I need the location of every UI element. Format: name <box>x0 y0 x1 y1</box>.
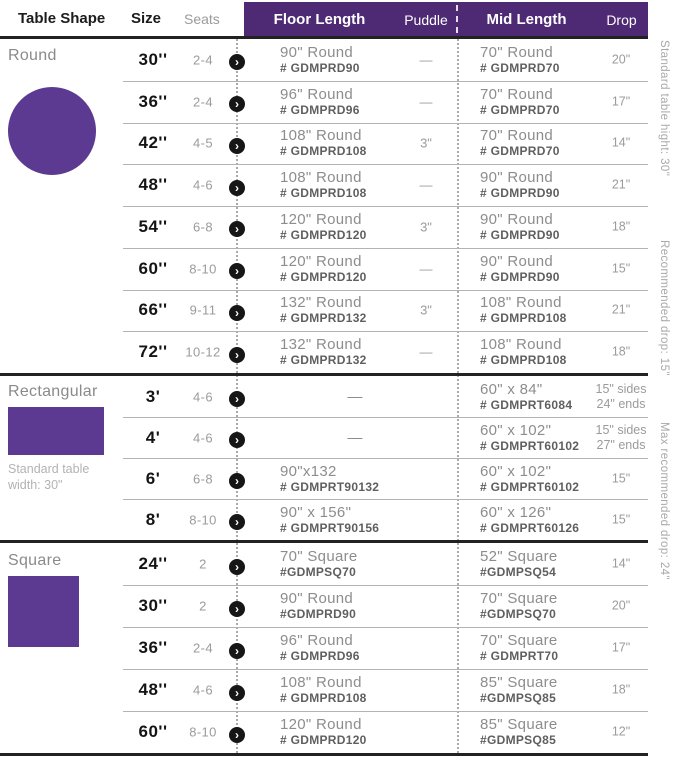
drop-value-2: 24" ends <box>596 396 646 411</box>
drop-value: 18" <box>611 219 631 234</box>
mid-length-value: 70" Square <box>480 632 558 649</box>
column-header-seats: Seats <box>184 11 220 27</box>
floor-length-value: 90"x132 <box>280 462 337 480</box>
table-row <box>0 81 648 123</box>
mid-length-value: 60" x 102" <box>480 421 552 439</box>
puddle-value: 3" <box>420 219 432 235</box>
floor-length-value: 90" Round <box>280 590 354 607</box>
floor-item-number: # GDMPRD96 <box>280 102 360 117</box>
mid-item-number: # GDMPRT60126 <box>480 520 580 535</box>
arrow-icon: › <box>229 601 245 617</box>
mid-length-value: 70" Square <box>480 590 558 607</box>
size-value: 54'' <box>138 216 168 236</box>
table-row <box>0 417 648 458</box>
floor-length-value: 108" Round <box>280 169 362 187</box>
floor-item-number: # GDMPRD120 <box>280 733 367 747</box>
floor-length-cell <box>290 429 420 446</box>
mid-length-cell <box>480 44 606 76</box>
mid-length-value: 90" Round <box>480 252 554 270</box>
side-note-table-height: Standard table hight: 30" <box>658 40 670 177</box>
seats-value: 8-10 <box>189 512 217 527</box>
floor-item-number: # GDMPRD132 <box>280 311 367 326</box>
arrow-icon: › <box>229 305 245 321</box>
mid-length-value: 60" x 84" <box>480 380 543 398</box>
floor-item-number: # GDMPRT90156 <box>280 520 380 535</box>
floor-length-value: 132" Round <box>280 336 362 354</box>
size-value: 60'' <box>138 258 168 278</box>
arrow-icon: › <box>229 559 245 575</box>
seats-value: 2-4 <box>193 52 213 68</box>
mid-item-number: # GDMPRD90 <box>480 186 560 201</box>
drop-cell <box>594 261 648 276</box>
puddle-value: — <box>419 177 433 193</box>
floor-length-cell <box>280 336 406 368</box>
arrow-icon: › <box>229 96 245 112</box>
mid-length-cell <box>480 211 606 243</box>
table-row <box>0 376 648 417</box>
drop-cell <box>594 52 648 67</box>
floor-length-value: 132" Round <box>280 294 362 312</box>
floor-length-cell <box>280 211 406 243</box>
column-header-floor-length: Floor Length <box>273 11 366 28</box>
floor-item-number: # GDMPRD132 <box>280 353 367 368</box>
puddle-value: 3" <box>420 302 432 318</box>
drop-cell <box>594 641 648 656</box>
mid-length-cell <box>480 504 606 536</box>
arrow-icon: › <box>229 138 245 154</box>
seats-value: 2 <box>199 598 207 614</box>
size-value: 48'' <box>138 175 168 195</box>
section-label: Round <box>8 47 57 64</box>
drop-cell <box>594 382 648 412</box>
column-header-size: Size <box>131 10 162 27</box>
drop-value: 20" <box>611 52 631 67</box>
mid-length-cell <box>480 294 606 326</box>
floor-length-value: 70" Square <box>280 548 358 565</box>
drop-cell <box>594 423 648 453</box>
seats-value: 4-6 <box>193 430 213 445</box>
section-label: Square <box>8 552 62 569</box>
floor-length-value: 120" Round <box>280 210 362 228</box>
arrow-icon: › <box>229 473 245 489</box>
floor-item-number: # GDMPRD108 <box>280 691 367 705</box>
floor-length-cell <box>280 86 406 118</box>
mid-item-number: # GDMPRD70 <box>480 144 560 159</box>
mid-item-number: # GDMPRD108 <box>480 311 567 326</box>
drop-cell <box>594 94 648 109</box>
table-row <box>0 627 648 669</box>
drop-value: 18" <box>611 344 631 359</box>
floor-length-cell <box>280 253 406 285</box>
seats-value: 8-10 <box>189 261 217 277</box>
arrow-icon: › <box>229 263 245 279</box>
drop-cell <box>594 512 648 527</box>
mid-item-number: # GDMPRD108 <box>480 353 567 368</box>
floor-item-number: # GDMPRD108 <box>280 186 367 201</box>
table-row <box>0 543 648 585</box>
mid-length-cell <box>480 169 606 201</box>
seats-value: 10-12 <box>185 344 221 360</box>
table-row <box>0 669 648 711</box>
drop-value: 15" sides <box>595 381 647 396</box>
mid-item-number: # GDMPRD90 <box>480 269 560 284</box>
mid-length-value: 60" x 102" <box>480 462 552 480</box>
seats-value: 8-10 <box>189 724 217 740</box>
floor-item-number: # GDMPRD120 <box>280 269 367 284</box>
floor-length-cell <box>280 294 406 326</box>
mid-length-cell <box>480 86 606 118</box>
seats-value: 4-6 <box>193 389 213 404</box>
size-value: 6' <box>145 468 161 488</box>
floor-item-number: #GDMPRD90 <box>280 607 357 621</box>
floor-length-value: — <box>347 388 363 405</box>
drop-value: 14" <box>611 135 631 150</box>
arrow-icon: › <box>229 180 245 196</box>
size-value: 48'' <box>138 680 168 699</box>
puddle-value: — <box>419 261 433 277</box>
size-value: 24'' <box>138 554 168 573</box>
mid-length-value: 90" Round <box>480 210 554 228</box>
table-row <box>0 499 648 540</box>
size-value: 30'' <box>138 49 168 69</box>
table-row <box>0 585 648 627</box>
floor-item-number: # GDMPRD96 <box>280 649 360 663</box>
section-divider-line <box>0 753 648 756</box>
mid-length-value: 70" Round <box>480 43 554 61</box>
floor-length-value: 120" Round <box>280 252 362 270</box>
side-note-max-drop: Max recommended drop: 24" <box>658 422 670 580</box>
floor-item-number: # GDMPRD108 <box>280 144 367 159</box>
table-row <box>0 290 648 332</box>
size-value: 72'' <box>138 342 168 362</box>
floor-length-value: 96" Round <box>280 85 354 103</box>
floor-length-cell <box>280 632 406 664</box>
column-header-drop: Drop <box>606 12 637 28</box>
mid-item-number: # GDMPRT60102 <box>480 479 580 494</box>
size-value: 30'' <box>138 596 168 615</box>
puddle-value: — <box>419 52 433 68</box>
drop-value: 14" <box>611 556 631 571</box>
size-value: 3' <box>145 386 161 406</box>
floor-length-cell <box>280 127 406 159</box>
mid-length-value: 70" Round <box>480 85 554 103</box>
arrow-icon: › <box>229 347 245 363</box>
arrow-icon: › <box>229 643 245 659</box>
mid-length-cell <box>480 548 606 580</box>
seats-value: 2 <box>199 556 207 572</box>
arrow-icon: › <box>229 685 245 701</box>
table-row <box>0 331 648 373</box>
table-width-caption: Standard table width: 30" <box>8 462 90 492</box>
mid-length-cell <box>480 632 606 664</box>
floor-length-cell <box>280 44 406 76</box>
floor-length-value: 120" Round <box>280 716 362 733</box>
mid-length-cell <box>480 253 606 285</box>
floor-length-value: 108" Round <box>280 127 362 145</box>
mid-item-number: #GDMPSQ54 <box>480 565 557 579</box>
floor-length-cell <box>280 169 406 201</box>
arrow-icon: › <box>229 221 245 237</box>
seats-value: 6-8 <box>193 219 213 235</box>
drop-cell <box>594 599 648 614</box>
drop-cell <box>594 219 648 234</box>
floor-length-cell <box>280 674 406 706</box>
drop-value: 15" <box>611 261 631 276</box>
mid-length-cell <box>480 336 606 368</box>
side-note-recommended-drop: Recommended drop: 15" <box>658 240 670 376</box>
floor-length-cell <box>280 590 406 622</box>
drop-value: 17" <box>611 640 631 655</box>
mid-length-value: 70" Round <box>480 127 554 145</box>
mid-length-value: 85" Square <box>480 716 558 733</box>
mid-length-cell <box>480 127 606 159</box>
puddle-value: 3" <box>420 135 432 151</box>
table-row <box>0 458 648 499</box>
floor-length-value: 96" Round <box>280 632 354 649</box>
column-header-puddle: Puddle <box>404 12 448 28</box>
drop-cell <box>594 725 648 740</box>
floor-length-cell <box>280 504 406 536</box>
drop-value: 17" <box>611 94 631 109</box>
mid-length-value: 52" Square <box>480 548 558 565</box>
mid-length-value: 108" Round <box>480 336 562 354</box>
mid-item-number: # GDMPRT70 <box>480 649 559 663</box>
drop-value: 12" <box>611 724 631 739</box>
table-row <box>0 711 648 753</box>
section-label: Rectangular <box>8 383 98 400</box>
mid-length-cell <box>480 590 606 622</box>
floor-length-value: 108" Round <box>280 674 362 691</box>
seats-value: 2-4 <box>193 640 213 656</box>
floor-length-value: 90" Round <box>280 43 354 61</box>
drop-cell <box>594 178 648 193</box>
floor-length-cell <box>280 548 406 580</box>
drop-value: 15" <box>611 512 631 526</box>
floor-item-number: # GDMPRD90 <box>280 60 360 75</box>
drop-cell <box>594 303 648 318</box>
mid-item-number: # GDMPRT6084 <box>480 397 573 412</box>
floor-length-value: — <box>347 429 363 446</box>
puddle-value: — <box>419 344 433 360</box>
floor-length-cell <box>280 463 406 495</box>
drop-cell <box>594 683 648 698</box>
size-value: 8' <box>145 509 161 529</box>
size-value: 36'' <box>138 91 168 111</box>
drop-value: 15" sides <box>595 422 647 437</box>
mid-length-cell <box>480 422 606 454</box>
size-value: 66'' <box>138 300 168 320</box>
floor-item-number: # GDMPRT90132 <box>280 479 380 494</box>
mid-length-value: 90" Round <box>480 169 554 187</box>
mid-length-cell <box>480 463 606 495</box>
section-rectangular <box>0 376 679 540</box>
arrow-icon: › <box>229 391 245 407</box>
floor-length-cell <box>280 716 406 748</box>
size-value: 36'' <box>138 638 168 657</box>
mid-length-value: 108" Round <box>480 294 562 312</box>
puddle-value: — <box>419 94 433 110</box>
drop-value: 18" <box>611 682 631 697</box>
table-row <box>0 248 648 290</box>
mid-item-number: # GDMPRT60102 <box>480 438 580 453</box>
drop-cell <box>594 557 648 572</box>
seats-value: 4-6 <box>193 682 213 698</box>
seats-value: 4-6 <box>193 177 213 193</box>
arrow-icon: › <box>229 432 245 448</box>
drop-cell <box>594 345 648 360</box>
drop-value: 21" <box>611 302 631 317</box>
drop-value-2: 27" ends <box>596 437 646 452</box>
mid-length-cell <box>480 381 606 413</box>
floor-item-number: #GDMPSQ70 <box>280 565 357 579</box>
drop-value: 20" <box>611 598 631 613</box>
column-header-mid-length: Mid Length <box>486 11 567 28</box>
table-row <box>0 164 648 206</box>
section-square <box>0 543 679 753</box>
seats-value: 2-4 <box>193 94 213 110</box>
drop-cell <box>594 471 648 486</box>
mid-length-cell <box>480 674 606 706</box>
purple-header-band <box>244 2 648 36</box>
mid-length-cell <box>480 716 606 748</box>
arrow-icon: › <box>229 727 245 743</box>
size-value: 4' <box>145 427 161 447</box>
floor-length-value: 90" x 156" <box>280 503 352 521</box>
seats-value: 9-11 <box>189 302 217 318</box>
arrow-icon: › <box>229 514 245 530</box>
mid-item-number: # GDMPRD70 <box>480 60 560 75</box>
drop-value: 21" <box>611 177 631 192</box>
size-value: 60'' <box>138 722 168 741</box>
mid-length-value: 85" Square <box>480 674 558 691</box>
mid-item-number: #GDMPSQ85 <box>480 691 557 705</box>
table-row <box>0 39 648 81</box>
arrow-icon: › <box>229 54 245 70</box>
drop-value: 15" <box>611 471 631 485</box>
column-header-table-shape: Table Shape <box>18 10 106 27</box>
mid-item-number: #GDMPSQ70 <box>480 607 557 621</box>
size-value: 42'' <box>138 133 168 153</box>
table-row <box>0 206 648 248</box>
seats-value: 6-8 <box>193 471 213 486</box>
mid-length-value: 60" x 126" <box>480 503 552 521</box>
mid-item-number: # GDMPRD70 <box>480 102 560 117</box>
mid-item-number: #GDMPSQ85 <box>480 733 557 747</box>
seats-value: 4-5 <box>193 135 213 151</box>
mid-item-number: # GDMPRD90 <box>480 227 560 242</box>
drop-cell <box>594 136 648 151</box>
table-row <box>0 123 648 165</box>
section-round <box>0 39 679 373</box>
floor-item-number: # GDMPRD120 <box>280 227 367 242</box>
floor-length-cell <box>290 388 420 405</box>
